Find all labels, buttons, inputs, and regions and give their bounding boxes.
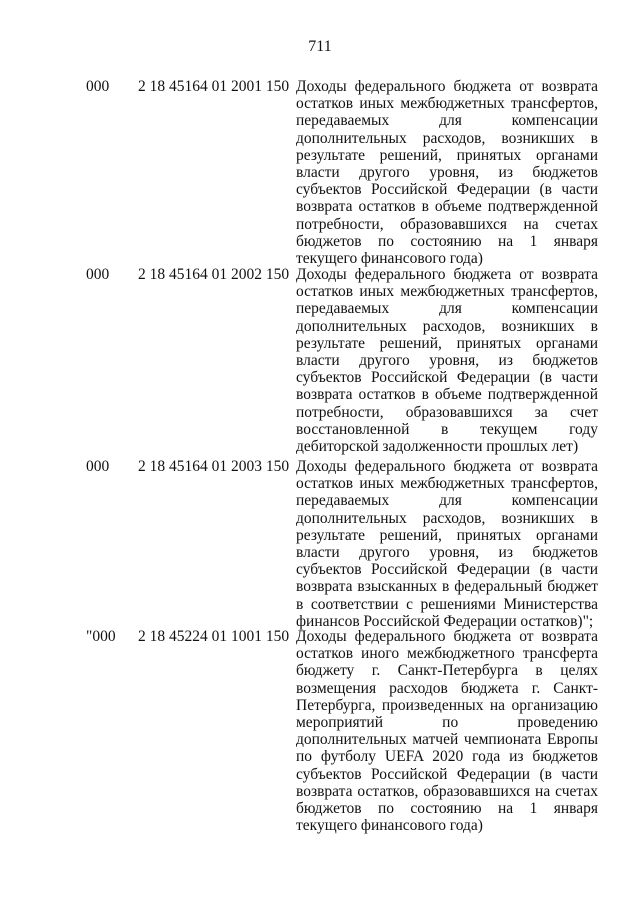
income-description: Доходы федерального бюджета от возврата остатков иных межбюджетных трансфертов, передаваемых для компенсации дополнительных расходов, возникших в результате решений, принятых органами власти другого уровня, из бюджетов субъектов Российской Федерации (в части возврата остатков в объеме подтвержденной потребности, образовавшихся за счет восстановленной в текущем году дебиторской задолженности прошлых лет) bbox=[296, 266, 598, 456]
budget-classification-code: 2 18 45224 01 1001 150 bbox=[138, 628, 290, 645]
page-number: 711 bbox=[308, 38, 332, 55]
budget-classification-code: 2 18 45164 01 2003 150 bbox=[138, 458, 290, 475]
budget-classification-code: 2 18 45164 01 2002 150 bbox=[138, 266, 290, 283]
income-description: Доходы федерального бюджета от возврата остатков иных межбюджетных трансфертов, передаваемых для компенсации дополнительных расходов, возникших в результате решений, принятых органами власти другого уровня, из бюджетов субъектов Российской Федерации (в части возврата взысканных в федеральный бюджет в соответствии с решениями Министерства финансов Российской Федерации остатков)"; bbox=[296, 458, 598, 630]
income-description: Доходы федерального бюджета от возврата остатков иного межбюджетного трансферта бюджету г. Санкт-Петербурга в целях возмещения расходов бюджета г. Санкт-Петербурга, произведенных на организацию мероприятий по проведению дополнительных матчей чемпионата Европы по футболу UEFA 2020 года из бюджетов субъектов Российской Федерации (в части возврата остатков, образовавшихся на счетах бюджетов по состоянию на 1 января текущего финансового года) bbox=[296, 628, 598, 835]
admin-code: 000 bbox=[86, 458, 110, 475]
admin-code: "000 bbox=[86, 628, 116, 645]
income-description: Доходы федерального бюджета от возврата остатков иных межбюджетных трансфертов, передаваемых для компенсации дополнительных расходов, возникших в результате решений, принятых органами власти другого уровня, из бюджетов субъектов Российской Федерации (в части возврата остатков в объеме подтвержденной потребности, образовавшихся на счетах бюджетов по состоянию на 1 января текущего финансового года) bbox=[296, 78, 598, 268]
admin-code: 000 bbox=[86, 78, 110, 95]
budget-classification-code: 2 18 45164 01 2001 150 bbox=[138, 78, 290, 95]
admin-code: 000 bbox=[86, 266, 110, 283]
